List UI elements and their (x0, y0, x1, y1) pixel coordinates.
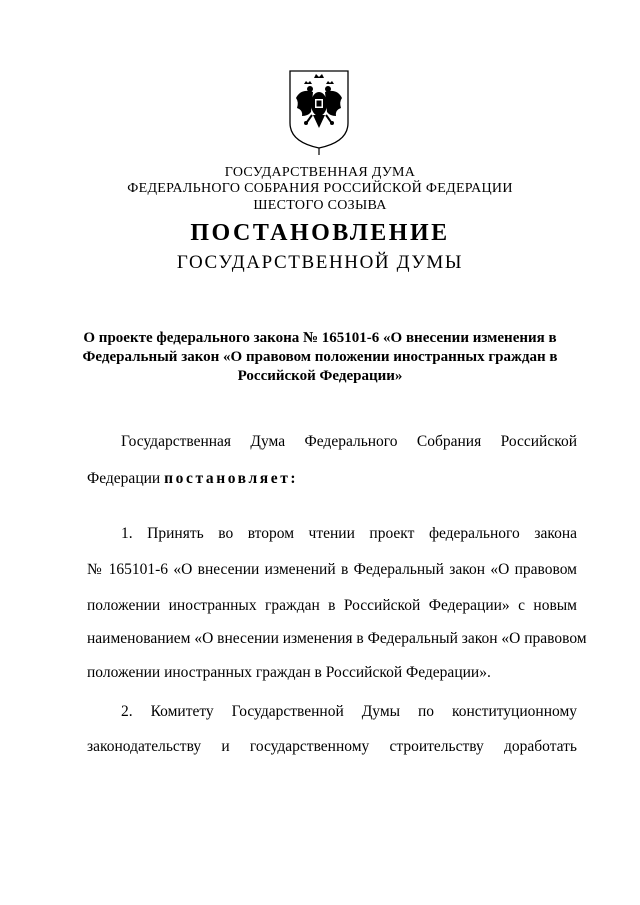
item2-line-2: законодательству и государственному строительству доработать (87, 738, 577, 755)
decree-verb: постановляет: (164, 470, 299, 487)
document-title: ПОСТАНОВЛЕНИЕ (190, 220, 450, 246)
subject-line-3: Российской Федерации» (237, 368, 403, 384)
item1-line-1: 1. Принять во втором чтении проект федерального закона (121, 525, 577, 542)
subject-line-2: Федеральный закон «О правовом положении иностранных граждан в (82, 349, 558, 365)
header-line-1: ГОСУДАРСТВЕННАЯ ДУМА (224, 165, 416, 180)
item1-line-5: положении иностранных граждан в Российской Федерации». (87, 664, 491, 681)
item1-line-4: наименованием «О внесении изменения в Федеральный закон «О правовом (87, 630, 587, 647)
coat-of-arms-emblem (287, 68, 351, 156)
subject-line-1: О проекте федерального закона № 165101-6 «О внесении изменения в (83, 330, 557, 346)
preamble-prefix: Федерации (87, 470, 165, 487)
item2-line-1: 2. Комитету Государственной Думы по конституционному (121, 703, 577, 720)
item1-line-2: № 165101-6 «О внесении изменений в Федеральный закон «О правовом (87, 561, 577, 578)
preamble-line-1: Государственная Дума Федерального Собрания Российской (121, 433, 577, 450)
item1-line-3: положении иностранных граждан в Российской Федерации» с новым (87, 597, 577, 614)
preamble-line-2 (87, 470, 577, 488)
header-line-2: ФЕДЕРАЛЬНОГО СОБРАНИЯ РОССИЙСКОЙ ФЕДЕРАЦИИ (127, 181, 513, 196)
header-line-3: ШЕСТОГО СОЗЫВА (253, 198, 387, 213)
document-subtitle: ГОСУДАРСТВЕННОЙ ДУМЫ (176, 252, 464, 273)
